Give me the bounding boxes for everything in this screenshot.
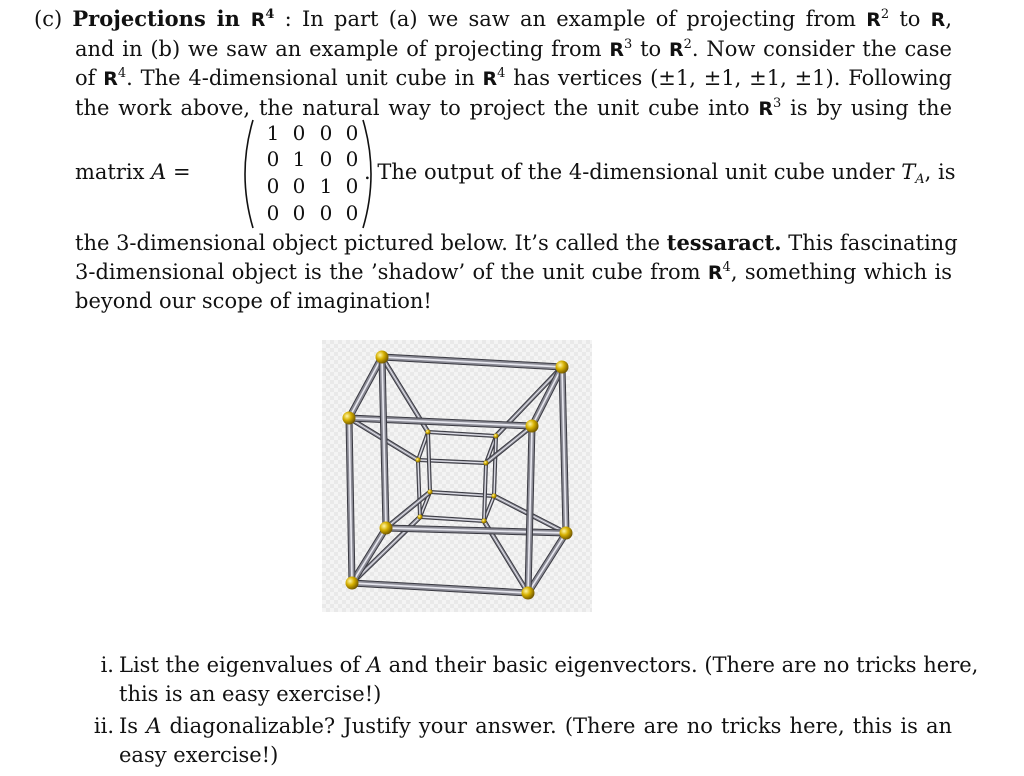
tesseract-vertex (416, 458, 421, 463)
matrix-entry: 0 (345, 201, 359, 225)
tesseract-vertex (556, 361, 569, 374)
tesseract-edge (349, 418, 352, 583)
matrix-entry: 0 (319, 201, 333, 225)
matrix-entry: 0 (292, 121, 306, 145)
matrix-label: matrix A = (75, 160, 191, 184)
tesseract-vertex (426, 430, 431, 435)
tesseract-vertex (376, 351, 389, 364)
tesseract-vertex (428, 490, 433, 495)
tesseract-vertex (492, 494, 497, 499)
question-number: i. (100, 653, 114, 677)
body-line-1: the 3-dimensional object pictured below. It’s called the tessaract. This fascinating (75, 230, 958, 255)
matrix-entry: 0 (266, 201, 280, 225)
part-label: (c) (34, 7, 63, 31)
matrix-after-text: . The output of the 4-dimensional unit cube under $T_A$, is (364, 160, 956, 187)
matrix-entry: 0 (345, 147, 359, 171)
body-line-3: beyond our scope of imagination! (75, 289, 432, 313)
question-item: i. List the eigenvalues of A and their basic eigenvectors. (There are no tricks here, this is an easy exercise!) (76, 651, 952, 708)
intro-line-1: (c) Projections in $R^4$ : In part (a) we saw an example of projecting from $R^2$ to R, (34, 6, 952, 31)
tesseract-vertex (526, 420, 539, 433)
matrix-entry: 1 (319, 174, 333, 198)
matrix-entry: 1 (292, 147, 306, 171)
tessaract-term: tessaract. (666, 230, 782, 255)
tesseract-edge (428, 432, 430, 492)
tesseract-vertex (346, 577, 359, 590)
tesseract-edge (494, 436, 496, 496)
body-line-2: 3-dimensional object is the ’shadow’ of the unit cube from $R^4$, something which is (75, 259, 952, 284)
matrix-entry: 0 (345, 174, 359, 198)
question-item: ii. Is A diagonalizable? Justify your answer. (There are no tricks here, this is an easy exercise!) (76, 712, 952, 769)
tesseract-edge (484, 463, 486, 521)
tesseract-edge (562, 367, 566, 533)
matrix-entry: 0 (319, 121, 333, 145)
intro-line-4: the work above, the natural way to project the unit cube into $R^3$ is by using the (75, 95, 952, 120)
matrix-entry: 0 (345, 121, 359, 145)
question-list (76, 651, 979, 769)
matrix-entry: 0 (266, 174, 280, 198)
matrix-line (34, 118, 956, 230)
matrix-entry: 0 (319, 147, 333, 171)
intro-line-2: and in (b) we saw an example of projecting from $R^3$ to $R^2$. Now consider the case (75, 36, 952, 61)
matrix-entry: 0 (292, 201, 306, 225)
tesseract-edge (528, 426, 532, 593)
tesseract-vertex (343, 412, 356, 425)
tesseract-edge (382, 357, 386, 528)
body-paragraph (34, 229, 958, 316)
tesseract-vertex (522, 587, 535, 600)
tesseract-figure (322, 340, 592, 612)
tesseract-edge (386, 528, 566, 533)
tesseract-vertex (494, 434, 499, 439)
matrix-entry: 0 (292, 174, 306, 198)
tesseract-vertex (482, 519, 487, 524)
section-heading: Projections in $R^4$ (72, 6, 275, 31)
tesseract-image (322, 340, 592, 612)
matrix-entry: 0 (266, 147, 280, 171)
tesseract-vertex (484, 461, 489, 466)
question-number: ii. (93, 714, 114, 738)
tesseract-vertex (418, 515, 423, 520)
intro-paragraph (34, 5, 952, 123)
matrix-entry: 1 (266, 121, 280, 145)
tesseract-vertex (380, 522, 393, 535)
tesseract-edge (418, 460, 420, 517)
tesseract-vertex (560, 527, 573, 540)
intro-line-3: of $R^4$. The 4-dimensional unit cube in $R^4$ has vertices (±1, ±1, ±1, ±1). Following (75, 66, 953, 90)
